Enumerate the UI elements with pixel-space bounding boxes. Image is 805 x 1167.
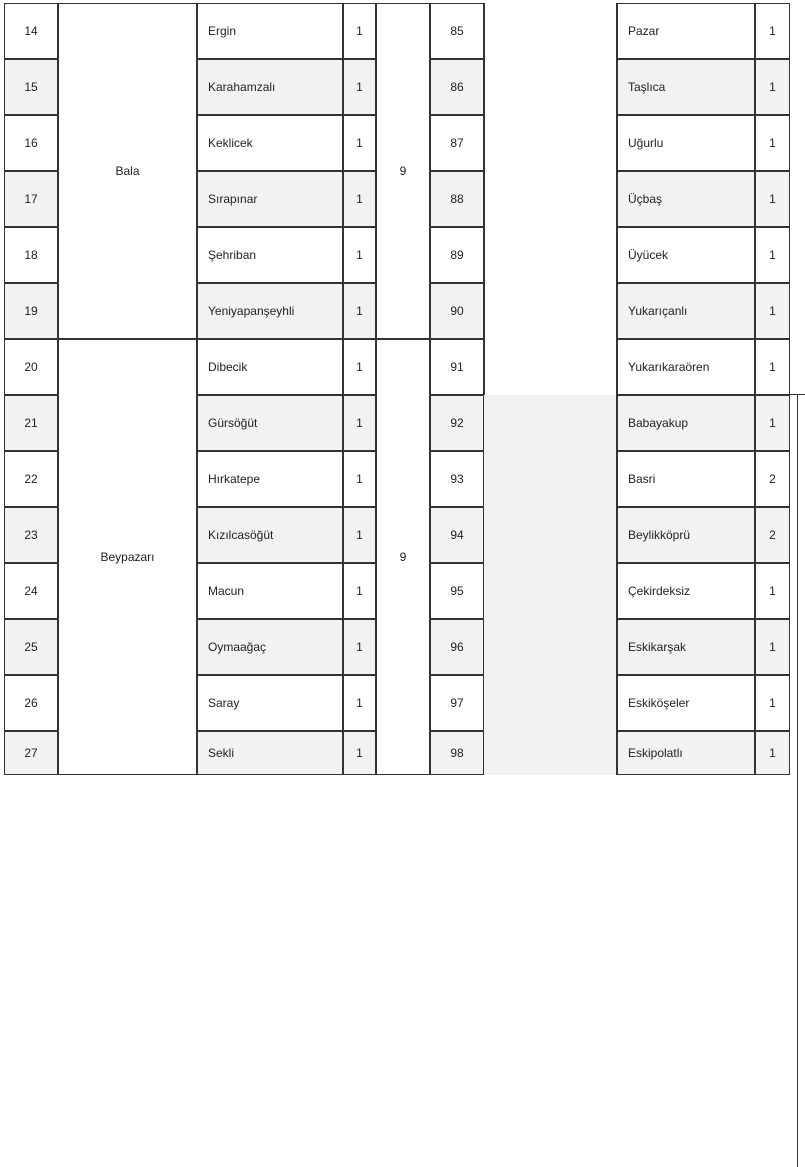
district-name: Bala	[58, 3, 197, 339]
village-count: 1	[343, 507, 376, 563]
row-number: 20	[4, 339, 58, 395]
village-name: Oymaağaç	[197, 619, 343, 675]
village-name: Karahamzalı	[197, 59, 343, 115]
village-name: Babayakup	[617, 395, 755, 451]
row-number: 92	[430, 395, 484, 451]
row-number: 22	[4, 451, 58, 507]
table-rule	[617, 394, 805, 395]
village-count: 1	[343, 619, 376, 675]
village-count: 1	[343, 227, 376, 283]
village-count: 1	[343, 451, 376, 507]
village-count: 1	[343, 339, 376, 395]
row-number: 16	[4, 115, 58, 171]
village-count: 1	[755, 339, 790, 395]
row-number: 89	[430, 227, 484, 283]
row-number: 17	[4, 171, 58, 227]
village-count: 1	[755, 563, 790, 619]
village-name: Üyücek	[617, 227, 755, 283]
village-name: Hırkatepe	[197, 451, 343, 507]
row-number: 21	[4, 395, 58, 451]
row-number: 19	[4, 283, 58, 339]
village-name: Sırapınar	[197, 171, 343, 227]
row-number: 97	[430, 675, 484, 731]
village-count: 1	[343, 115, 376, 171]
row-number: 93	[430, 451, 484, 507]
village-name: Eskikarşak	[617, 619, 755, 675]
row-number: 95	[430, 563, 484, 619]
row-number: 88	[430, 171, 484, 227]
row-number: 87	[430, 115, 484, 171]
row-number: 86	[430, 59, 484, 115]
village-name: Eskipolatlı	[617, 731, 755, 775]
row-number: 18	[4, 227, 58, 283]
village-count: 1	[755, 3, 790, 59]
village-name: Basri	[617, 451, 755, 507]
row-number: 26	[4, 675, 58, 731]
district-name: Beypazarı	[58, 339, 197, 775]
row-number: 91	[430, 339, 484, 395]
village-count: 1	[755, 395, 790, 451]
village-name: Gürsöğüt	[197, 395, 343, 451]
village-name: Çekirdeksiz	[617, 563, 755, 619]
table-rule	[797, 394, 798, 1167]
row-number: 27	[4, 731, 58, 775]
village-count: 1	[343, 731, 376, 775]
village-count: 1	[755, 227, 790, 283]
village-count: 1	[755, 675, 790, 731]
village-count: 1	[755, 115, 790, 171]
district-total: 9	[376, 3, 430, 339]
village-count: 1	[755, 283, 790, 339]
village-count: 1	[755, 59, 790, 115]
village-count: 1	[343, 675, 376, 731]
village-count: 1	[343, 171, 376, 227]
village-name: Saray	[197, 675, 343, 731]
village-name: Pazar	[617, 3, 755, 59]
district-block	[484, 3, 617, 395]
village-count: 2	[755, 507, 790, 563]
village-count: 1	[343, 563, 376, 619]
row-number: 98	[430, 731, 484, 775]
village-name: Yukarıkaraören	[617, 339, 755, 395]
row-number: 94	[430, 507, 484, 563]
village-count: 2	[755, 451, 790, 507]
village-name: Ergin	[197, 3, 343, 59]
village-name: Yukarıçanlı	[617, 283, 755, 339]
village-count: 1	[755, 171, 790, 227]
village-name: Macun	[197, 563, 343, 619]
district-total: 9	[376, 339, 430, 775]
district-block	[484, 395, 617, 775]
row-number: 96	[430, 619, 484, 675]
village-count: 1	[755, 619, 790, 675]
row-number: 15	[4, 59, 58, 115]
row-number: 90	[430, 283, 484, 339]
village-name: Taşlıca	[617, 59, 755, 115]
village-count: 1	[343, 59, 376, 115]
village-name: Üçbaş	[617, 171, 755, 227]
row-number: 25	[4, 619, 58, 675]
village-name: Yeniyapanşeyhli	[197, 283, 343, 339]
village-name: Dibecik	[197, 339, 343, 395]
village-name: Sekli	[197, 731, 343, 775]
village-name: Şehriban	[197, 227, 343, 283]
village-count: 1	[343, 395, 376, 451]
village-name: Eskiköşeler	[617, 675, 755, 731]
village-name: Kızılcasöğüt	[197, 507, 343, 563]
row-number: 85	[430, 3, 484, 59]
village-name: Uğurlu	[617, 115, 755, 171]
village-count: 1	[755, 731, 790, 775]
village-name: Keklicek	[197, 115, 343, 171]
row-number: 23	[4, 507, 58, 563]
village-count: 1	[343, 283, 376, 339]
village-count: 1	[343, 3, 376, 59]
row-number: 24	[4, 563, 58, 619]
row-number: 14	[4, 3, 58, 59]
village-name: Beylikköprü	[617, 507, 755, 563]
